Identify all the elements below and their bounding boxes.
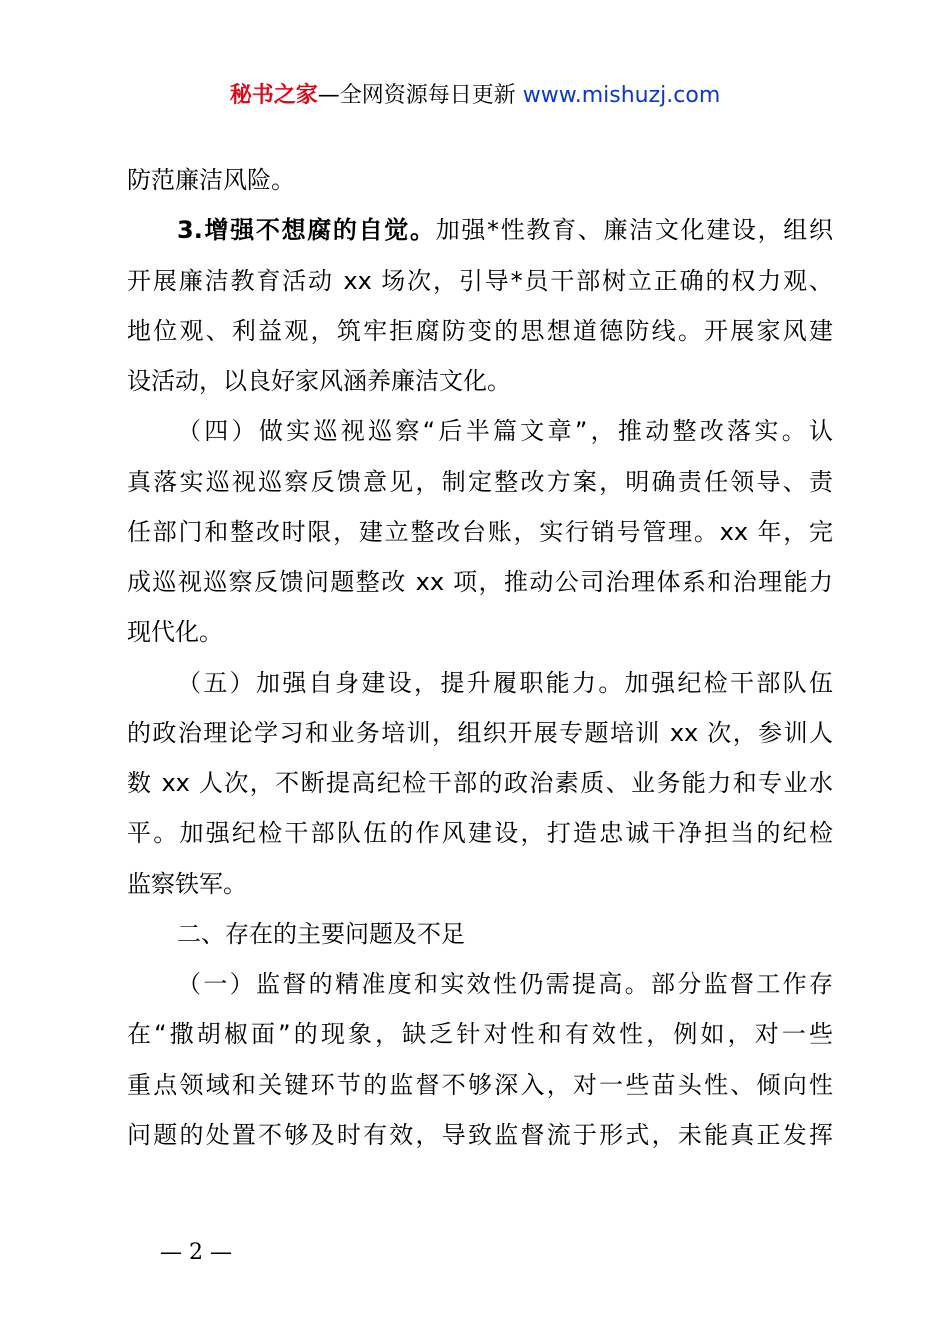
text-line: 重点领域和关键环节的监督不够深入，对一些苗头性、倾向性: [127, 1070, 833, 1099]
text-fragment: 加强*性教育、廉洁文化建设，组织: [435, 216, 833, 245]
text-line: 防范廉洁风险。: [127, 166, 295, 194]
site-header: [0, 80, 950, 112]
text-line: 现代化。: [127, 618, 223, 647]
text-line: 在“撒胡椒面”的现象，缺乏针对性和有效性，例如，对一些: [127, 1020, 833, 1049]
section-title: 二、存在的主要问题及不足: [177, 919, 465, 948]
text-line: 真落实巡视巡察反馈意见，制定整改方案，明确责任领导、责: [127, 467, 833, 496]
header-tagline: —全网资源每日更新: [317, 83, 516, 108]
text-line: 任部门和整改时限，建立整改台账，实行销号管理。xx 年，完: [127, 517, 833, 546]
text-line: 问题的处置不够及时有效，导致监督流于形式，未能真正发挥: [127, 1120, 833, 1149]
site-url-link[interactable]: www.mishuzj.com: [522, 83, 721, 108]
text-line: 数 xx 人次，不断提高纪检干部的政治素质、业务能力和专业水: [127, 769, 833, 797]
section-heading: 3.增强不想腐的自觉。: [177, 216, 436, 245]
text-line: （四）做实巡视巡察“后半篇文章”，推动整改落实。认: [177, 417, 833, 446]
text-line: 设活动，以良好家风涵养廉洁文化。: [127, 367, 511, 395]
text-line: （一）监督的精准度和实效性仍需提高。部分监督工作存: [177, 970, 833, 998]
document-body: [127, 155, 833, 1160]
page-number: — 2 —: [160, 1240, 232, 1265]
text-line: 地位观、利益观，筑牢拒腐防变的思想道德防线。开展家风建: [127, 316, 833, 345]
text-line: 平。加强纪检干部队伍的作风建设，打造忠诚干净担当的纪检: [127, 819, 833, 848]
text-line: 开展廉洁教育活动 xx 场次，引导*员干部树立正确的权力观、: [127, 266, 833, 295]
text-line: （五）加强自身建设，提升履职能力。加强纪检干部队伍: [177, 668, 833, 697]
text-line: 成巡视巡察反馈问题整改 xx 项，推动公司治理体系和治理能力: [127, 568, 833, 596]
brand-name: 秘书之家: [229, 83, 318, 108]
text-line: 的政治理论学习和业务培训，组织开展专题培训 xx 次，参训人: [127, 718, 833, 747]
text-line: [127, 205, 833, 255]
text-line: 监察铁军。: [127, 869, 247, 898]
